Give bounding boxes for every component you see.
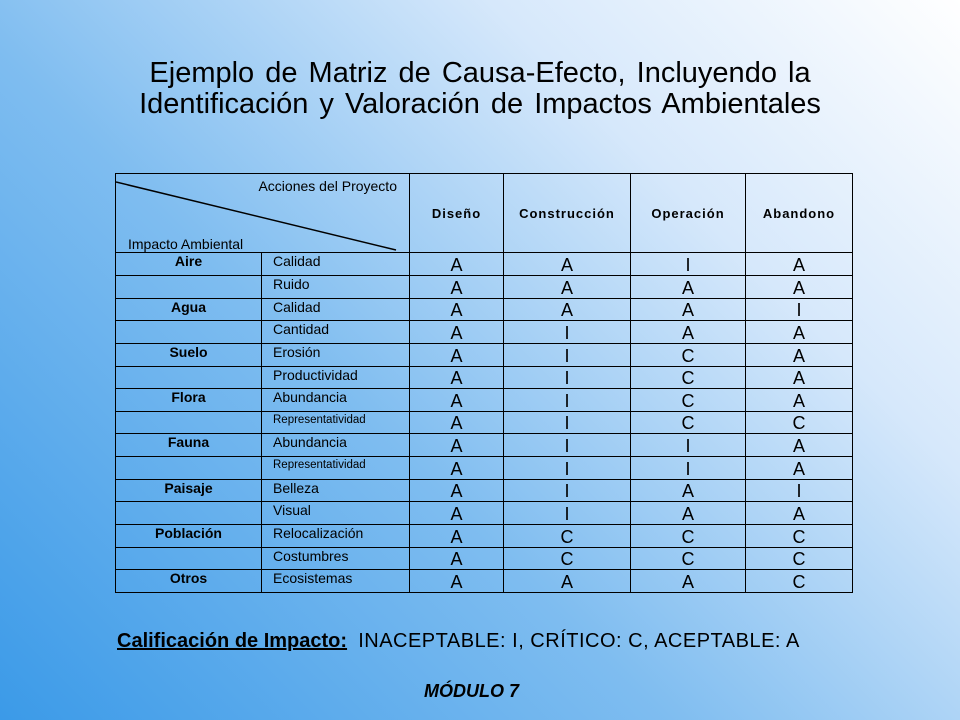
impact-rating-cell: A bbox=[746, 457, 853, 480]
impact-subfactor: Ecosistemas bbox=[262, 570, 410, 593]
impact-subfactor: Ruido bbox=[262, 276, 410, 299]
environmental-factor: Suelo bbox=[116, 343, 262, 366]
impact-rating-cell: A bbox=[410, 389, 504, 412]
impact-rating-cell: A bbox=[504, 570, 631, 593]
table-row bbox=[116, 321, 853, 344]
impact-rating-cell: I bbox=[631, 253, 746, 276]
table-row bbox=[116, 389, 853, 412]
actions-axis-label: Acciones del Proyecto bbox=[258, 178, 397, 194]
impact-rating-cell: A bbox=[746, 321, 853, 344]
impact-rating-cell: I bbox=[504, 343, 631, 366]
impact-subfactor: Visual bbox=[262, 502, 410, 525]
environmental-factor: Flora bbox=[116, 389, 262, 412]
table-row bbox=[116, 253, 853, 276]
table-row bbox=[116, 276, 853, 299]
impact-rating-cell: A bbox=[410, 524, 504, 547]
impact-rating-cell: A bbox=[746, 276, 853, 299]
action-header-construction: Construcción bbox=[504, 174, 631, 253]
impact-rating-cell: A bbox=[504, 276, 631, 299]
title-line-2: Identificación y Valoración de Impactos Ambientales bbox=[139, 88, 821, 120]
impact-rating-cell: I bbox=[746, 479, 853, 502]
impact-rating-cell: C bbox=[631, 389, 746, 412]
impact-subfactor: Abundancia bbox=[262, 389, 410, 412]
impact-rating-cell: A bbox=[746, 434, 853, 457]
environmental-factor: Agua bbox=[116, 298, 262, 321]
environmental-factor: Aire bbox=[116, 253, 262, 276]
impact-rating-cell: C bbox=[504, 524, 631, 547]
impact-subfactor: Abundancia bbox=[262, 434, 410, 457]
impact-rating-cell: A bbox=[631, 502, 746, 525]
impact-rating-cell: I bbox=[631, 457, 746, 480]
impact-rating-cell: A bbox=[410, 547, 504, 570]
impact-rating-cell: A bbox=[410, 298, 504, 321]
impact-rating-cell: C bbox=[631, 524, 746, 547]
legend-text: INACEPTABLE: I, CRÍTICO: C, ACEPTABLE: A bbox=[358, 630, 800, 652]
impact-subfactor: Calidad bbox=[262, 253, 410, 276]
environmental-factor: Fauna bbox=[116, 434, 262, 457]
impact-rating-cell: A bbox=[746, 502, 853, 525]
impact-rating-cell: A bbox=[410, 276, 504, 299]
environmental-factor-continuation bbox=[116, 411, 262, 434]
impact-rating-cell: A bbox=[631, 276, 746, 299]
impact-rating-cell: A bbox=[410, 411, 504, 434]
table-row bbox=[116, 502, 853, 525]
impact-legend bbox=[117, 630, 800, 653]
table-row bbox=[116, 457, 853, 480]
impact-rating-cell: A bbox=[410, 570, 504, 593]
impact-rating-cell: A bbox=[410, 253, 504, 276]
environmental-factor-continuation bbox=[116, 366, 262, 389]
cause-effect-matrix bbox=[115, 173, 853, 593]
impact-rating-cell: A bbox=[410, 321, 504, 344]
environmental-factor: Población bbox=[116, 524, 262, 547]
impact-rating-cell: A bbox=[410, 457, 504, 480]
impact-subfactor: Costumbres bbox=[262, 547, 410, 570]
impact-rating-cell: A bbox=[504, 298, 631, 321]
impact-subfactor: Representatividad bbox=[262, 411, 410, 434]
impact-rating-cell: C bbox=[631, 411, 746, 434]
impact-axis-label: Impacto Ambiental bbox=[128, 236, 244, 253]
impact-rating-cell: A bbox=[410, 343, 504, 366]
action-header-design: Diseño bbox=[410, 174, 504, 253]
table-row bbox=[116, 366, 853, 389]
impact-subfactor: Representatividad bbox=[262, 457, 410, 480]
impact-rating-cell: C bbox=[746, 524, 853, 547]
impact-rating-cell: C bbox=[746, 570, 853, 593]
impact-subfactor: Belleza bbox=[262, 479, 410, 502]
impact-rating-cell: A bbox=[504, 253, 631, 276]
impact-rating-cell: A bbox=[746, 253, 853, 276]
table-row bbox=[116, 343, 853, 366]
table-row bbox=[116, 298, 853, 321]
impact-rating-cell: C bbox=[631, 547, 746, 570]
environmental-factor: Otros bbox=[116, 570, 262, 593]
impact-rating-cell: C bbox=[746, 547, 853, 570]
impact-rating-cell: A bbox=[631, 321, 746, 344]
impact-rating-cell: I bbox=[504, 321, 631, 344]
impact-rating-cell: A bbox=[410, 502, 504, 525]
impact-subfactor: Cantidad bbox=[262, 321, 410, 344]
impact-rating-cell: A bbox=[746, 389, 853, 412]
matrix-header-row bbox=[116, 174, 853, 253]
impact-rating-cell: I bbox=[631, 434, 746, 457]
impact-rating-cell: I bbox=[504, 434, 631, 457]
legend-label: Calificación de Impacto: bbox=[117, 630, 348, 652]
environmental-factor: Paisaje bbox=[116, 479, 262, 502]
impact-rating-cell: I bbox=[504, 457, 631, 480]
table-row bbox=[116, 547, 853, 570]
impact-rating-cell: A bbox=[410, 366, 504, 389]
impact-rating-cell: C bbox=[631, 343, 746, 366]
table-row bbox=[116, 479, 853, 502]
impact-rating-cell: A bbox=[746, 343, 853, 366]
title-line-1: Ejemplo de Matriz de Causa-Efecto, Incluyendo la bbox=[149, 57, 811, 89]
impact-subfactor: Erosión bbox=[262, 343, 410, 366]
impact-rating-cell: A bbox=[631, 298, 746, 321]
table-row bbox=[116, 524, 853, 547]
environmental-factor-continuation bbox=[116, 276, 262, 299]
impact-subfactor: Calidad bbox=[262, 298, 410, 321]
impact-rating-cell: I bbox=[504, 389, 631, 412]
table-row bbox=[116, 434, 853, 457]
environmental-factor-continuation bbox=[116, 547, 262, 570]
impact-subfactor: Productividad bbox=[262, 366, 410, 389]
module-label: MÓDULO 7 bbox=[424, 681, 520, 701]
impact-rating-cell: C bbox=[746, 411, 853, 434]
impact-subfactor: Relocalización bbox=[262, 524, 410, 547]
environmental-factor-continuation bbox=[116, 457, 262, 480]
table-row bbox=[116, 411, 853, 434]
impact-rating-cell: C bbox=[504, 547, 631, 570]
action-header-abandonment: Abandono bbox=[746, 174, 853, 253]
environmental-factor-continuation bbox=[116, 502, 262, 525]
environmental-factor-continuation bbox=[116, 321, 262, 344]
impact-rating-cell: A bbox=[631, 570, 746, 593]
matrix-corner-cell bbox=[116, 174, 410, 253]
impact-rating-cell: I bbox=[504, 479, 631, 502]
impact-rating-cell: A bbox=[410, 479, 504, 502]
impact-rating-cell: I bbox=[746, 298, 853, 321]
impact-rating-cell: A bbox=[746, 366, 853, 389]
action-header-operation: Operación bbox=[631, 174, 746, 253]
impact-rating-cell: C bbox=[631, 366, 746, 389]
table-row bbox=[116, 570, 853, 593]
impact-rating-cell: A bbox=[410, 434, 504, 457]
impact-rating-cell: I bbox=[504, 366, 631, 389]
impact-rating-cell: A bbox=[631, 479, 746, 502]
impact-rating-cell: I bbox=[504, 502, 631, 525]
impact-rating-cell: I bbox=[504, 411, 631, 434]
slide-title bbox=[60, 58, 900, 120]
